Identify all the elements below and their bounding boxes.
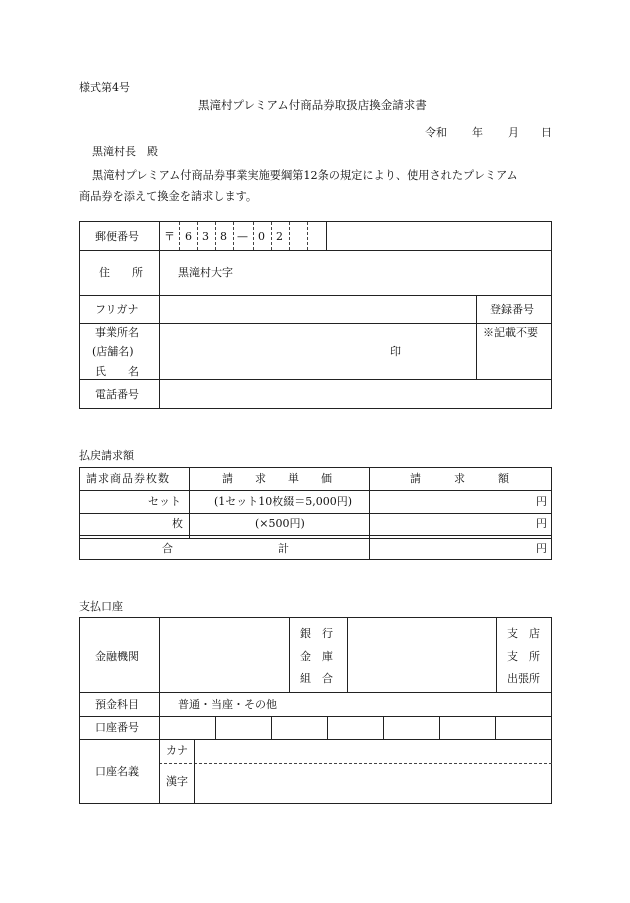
account-number-label: 口座番号 xyxy=(95,721,139,734)
store-name-label: (店舗名) xyxy=(92,345,134,358)
account-table-border xyxy=(79,617,552,804)
address-value: 黒滝村大字 xyxy=(178,266,233,279)
date-month-unit: 月 xyxy=(508,126,519,139)
branch-type-branch: 支 店 xyxy=(507,627,540,640)
registration-number-label: 登録番号 xyxy=(490,303,534,316)
date-day-unit: 日 xyxy=(541,126,552,139)
refund-section-title: 払戻請求額 xyxy=(79,449,134,462)
postal-digit: 0 xyxy=(258,230,265,243)
institution-type-shinkin: 金 庫 xyxy=(300,650,333,663)
branch-type-agency: 出張所 xyxy=(507,672,540,685)
total-label-right: 計 xyxy=(278,542,289,555)
refund-row-unit: セット xyxy=(148,495,181,508)
business-name-label: 事業所名 xyxy=(95,326,139,339)
refund-header-amount: 請 求 額 xyxy=(410,472,509,485)
postal-digit: 3 xyxy=(202,230,209,243)
postal-digit: 8 xyxy=(220,230,227,243)
document-title: 黒滝村プレミアム付商品券取扱店換金請求書 xyxy=(198,98,427,112)
deposit-type-label: 預金科目 xyxy=(95,698,139,711)
deposit-type-value: 普通・当座・その他 xyxy=(178,698,277,711)
account-holder-label: 口座名義 xyxy=(95,765,139,778)
body-text-line-1: 黒滝村プレミアム付商品券事業実施要綱第12条の規定により、使用されたプレミアム xyxy=(92,169,518,182)
refund-row-price: (×500円) xyxy=(255,517,305,530)
refund-row-unit: 枚 xyxy=(172,517,183,530)
refund-row-amount-unit: 円 xyxy=(536,495,547,508)
person-name-label: 氏 名 xyxy=(95,365,139,378)
refund-header-quantity: 請求商品券枚数 xyxy=(86,472,170,485)
body-text-line-2: 商品券を添えて換金を請求します。 xyxy=(79,190,258,203)
branch-type-office: 支 所 xyxy=(507,650,540,663)
postal-mark: 〒 xyxy=(164,230,175,243)
form-number: 様式第4号 xyxy=(79,81,130,94)
refund-header-unit-price: 請 求 単 価 xyxy=(222,472,332,485)
financial-institution-label: 金融機関 xyxy=(95,650,139,663)
total-amount-unit: 円 xyxy=(536,542,547,555)
institution-type-bank: 銀 行 xyxy=(300,627,333,640)
postal-digit: 6 xyxy=(185,230,192,243)
kanji-label: 漢字 xyxy=(166,775,188,788)
seal-mark: 印 xyxy=(390,345,401,358)
phone-label: 電話番号 xyxy=(95,388,139,401)
furigana-label: フリガナ xyxy=(95,303,139,316)
address-label: 住 所 xyxy=(99,266,143,279)
date-era: 令和 xyxy=(425,126,447,139)
date-year-unit: 年 xyxy=(472,126,483,139)
account-section-title: 支払口座 xyxy=(79,600,123,613)
refund-row-amount-unit: 円 xyxy=(536,517,547,530)
institution-type-union: 組 合 xyxy=(300,672,333,685)
postal-code-label: 郵便番号 xyxy=(95,230,139,243)
kana-label: カナ xyxy=(166,744,188,757)
registration-note: ※記載不要 xyxy=(483,326,538,339)
addressee: 黒滝村長 殿 xyxy=(92,145,158,158)
total-label-left: 合 xyxy=(162,542,173,555)
postal-digit: 2 xyxy=(276,230,283,243)
postal-hyphen: — xyxy=(237,230,248,243)
refund-row-price: (1セット10枚綴＝5,000円) xyxy=(214,495,353,508)
